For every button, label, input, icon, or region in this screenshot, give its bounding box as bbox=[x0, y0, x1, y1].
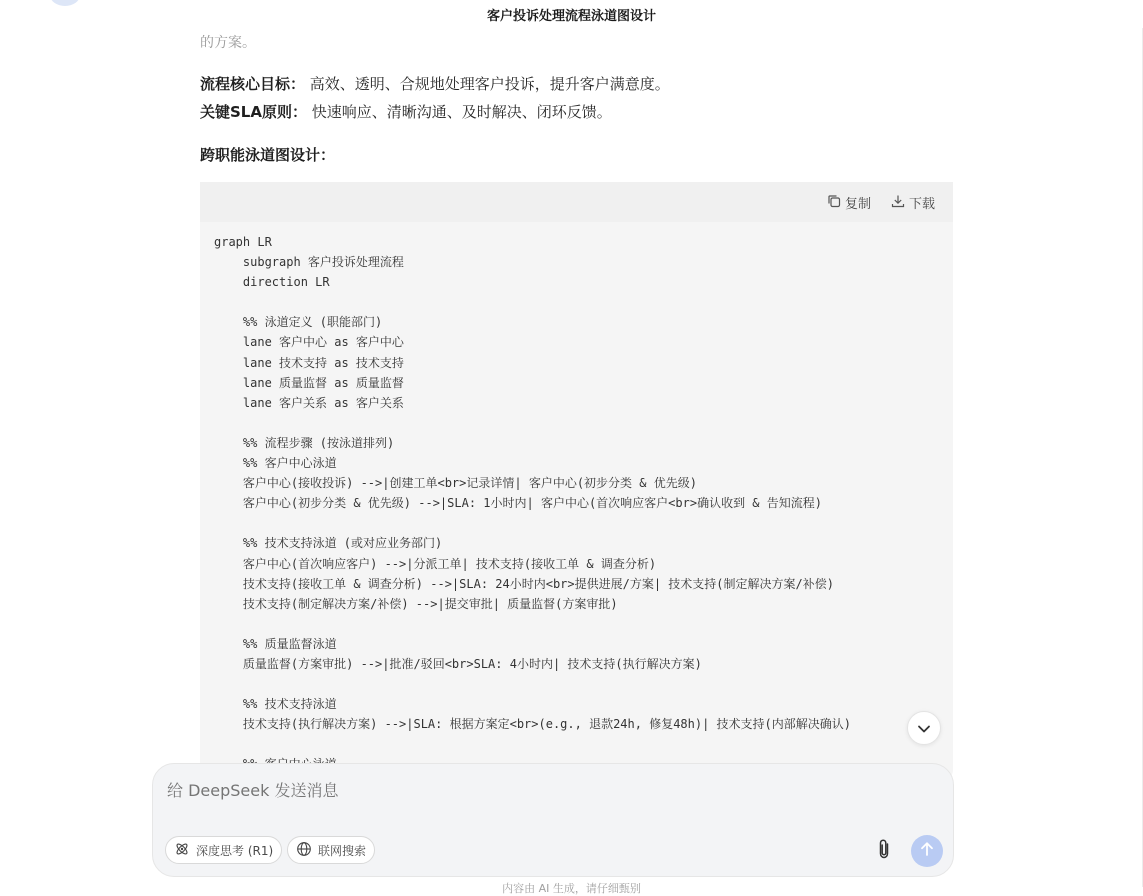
code-line: direction LR bbox=[214, 275, 330, 290]
code-line bbox=[214, 513, 939, 533]
code-line: 技术支持(制定解决方案/补偿) -->|提交审批| 质量监督(方案审批) bbox=[214, 596, 618, 611]
copy-button[interactable] bbox=[827, 193, 871, 212]
code-line: 质量监督(方案审批) -->|批准/驳回<br>SLA: 4小时内| 技术支持(执行解决方案) bbox=[214, 656, 702, 671]
disclaimer: 内容由 AI 生成，请仔细甄别 bbox=[502, 882, 641, 895]
code-line: graph LR bbox=[214, 235, 272, 249]
code-line bbox=[214, 614, 939, 634]
code-line: lane 技术支持 as 技术支持 bbox=[214, 355, 404, 370]
code-line: %% 质量监督泳道 bbox=[214, 636, 337, 651]
code-line bbox=[214, 674, 939, 694]
deep-think-label: 深度思考 (R1) bbox=[196, 843, 274, 858]
code-line: %% 流程步骤 (按泳道排列) bbox=[214, 435, 395, 450]
code-line: lane 客户中心 as 客户中心 bbox=[214, 335, 404, 350]
code-line: lane 质量监督 as 质量监督 bbox=[214, 375, 404, 390]
code-line: subgraph 客户投诉处理流程 bbox=[214, 255, 404, 270]
goal-text: 高效、透明、合规地处理客户投诉，提升客户满意度。 bbox=[309, 75, 670, 93]
attach-button[interactable] bbox=[871, 838, 897, 864]
atom-icon bbox=[174, 841, 190, 860]
top-bar bbox=[0, 0, 1143, 28]
chevron-down-icon bbox=[917, 719, 931, 738]
web-search-toggle[interactable] bbox=[287, 836, 375, 864]
copy-icon bbox=[827, 194, 841, 212]
sla-label: 关键SLA原则： bbox=[200, 103, 307, 121]
paperclip-icon bbox=[875, 838, 893, 864]
truncated-text: 的方案。 bbox=[200, 35, 256, 51]
arrow-up-icon bbox=[920, 841, 934, 861]
code-block bbox=[200, 182, 953, 782]
scroll-to-bottom-button[interactable] bbox=[907, 711, 941, 745]
code-line bbox=[214, 413, 939, 433]
goal-paragraph bbox=[200, 73, 670, 94]
web-search-label: 联网搜索 bbox=[318, 843, 367, 858]
code-toolbar bbox=[200, 182, 953, 222]
code-line: 技术支持(接收工单 & 调查分析) -->|SLA: 24小时内<br>提供进展/方案| 技术支持(制定解决方案/补偿) bbox=[214, 576, 834, 591]
message-input[interactable] bbox=[167, 778, 927, 802]
sla-paragraph bbox=[200, 101, 612, 122]
code-line: 技术支持(执行解决方案) -->|SLA: 根据方案定<br>(e.g., 退款24h, 修复48h)| 技术支持(内部解决确认) bbox=[214, 717, 851, 732]
deep-think-toggle[interactable] bbox=[165, 836, 282, 864]
code-line: %% 技术支持泳道 bbox=[214, 697, 337, 712]
chat-title[interactable]: 客户投诉处理流程泳道图设计 bbox=[486, 9, 656, 24]
code-line: %% 技术支持泳道 (或对应业务部门) bbox=[214, 536, 443, 551]
code-line: lane 客户关系 as 客户关系 bbox=[214, 395, 404, 410]
copy-label: 复制 bbox=[844, 197, 871, 212]
message-composer bbox=[152, 763, 954, 877]
download-label: 下载 bbox=[908, 197, 935, 212]
section-heading: 跨职能泳道图设计： bbox=[200, 146, 336, 164]
download-button[interactable] bbox=[891, 193, 935, 212]
download-icon bbox=[891, 194, 905, 212]
code-line: 客户中心(首次响应客户) -->|分派工单| 技术支持(接收工单 & 调查分析) bbox=[214, 556, 657, 571]
code-line bbox=[214, 734, 939, 754]
code-line: 客户中心(初步分类 & 优先级) -->|SLA: 1小时内| 客户中心(首次响应客户<br>确认收到 & 告知流程) bbox=[214, 496, 822, 511]
code-line: %% 泳道定义 (职能部门) bbox=[214, 315, 383, 330]
send-button[interactable] bbox=[911, 835, 943, 867]
goal-label: 流程核心目标： bbox=[200, 75, 306, 93]
sla-text: 快速响应、清晰沟通、及时解决、闭环反馈。 bbox=[311, 103, 612, 121]
code-line: %% 客户中心泳道 bbox=[214, 456, 337, 471]
globe-icon bbox=[296, 841, 312, 860]
code-content[interactable] bbox=[200, 222, 953, 782]
code-line: 客户中心(接收投诉) -->|创建工单<br>记录详情| 客户中心(初步分类 & 优先级) bbox=[214, 476, 697, 491]
code-line bbox=[214, 292, 939, 312]
